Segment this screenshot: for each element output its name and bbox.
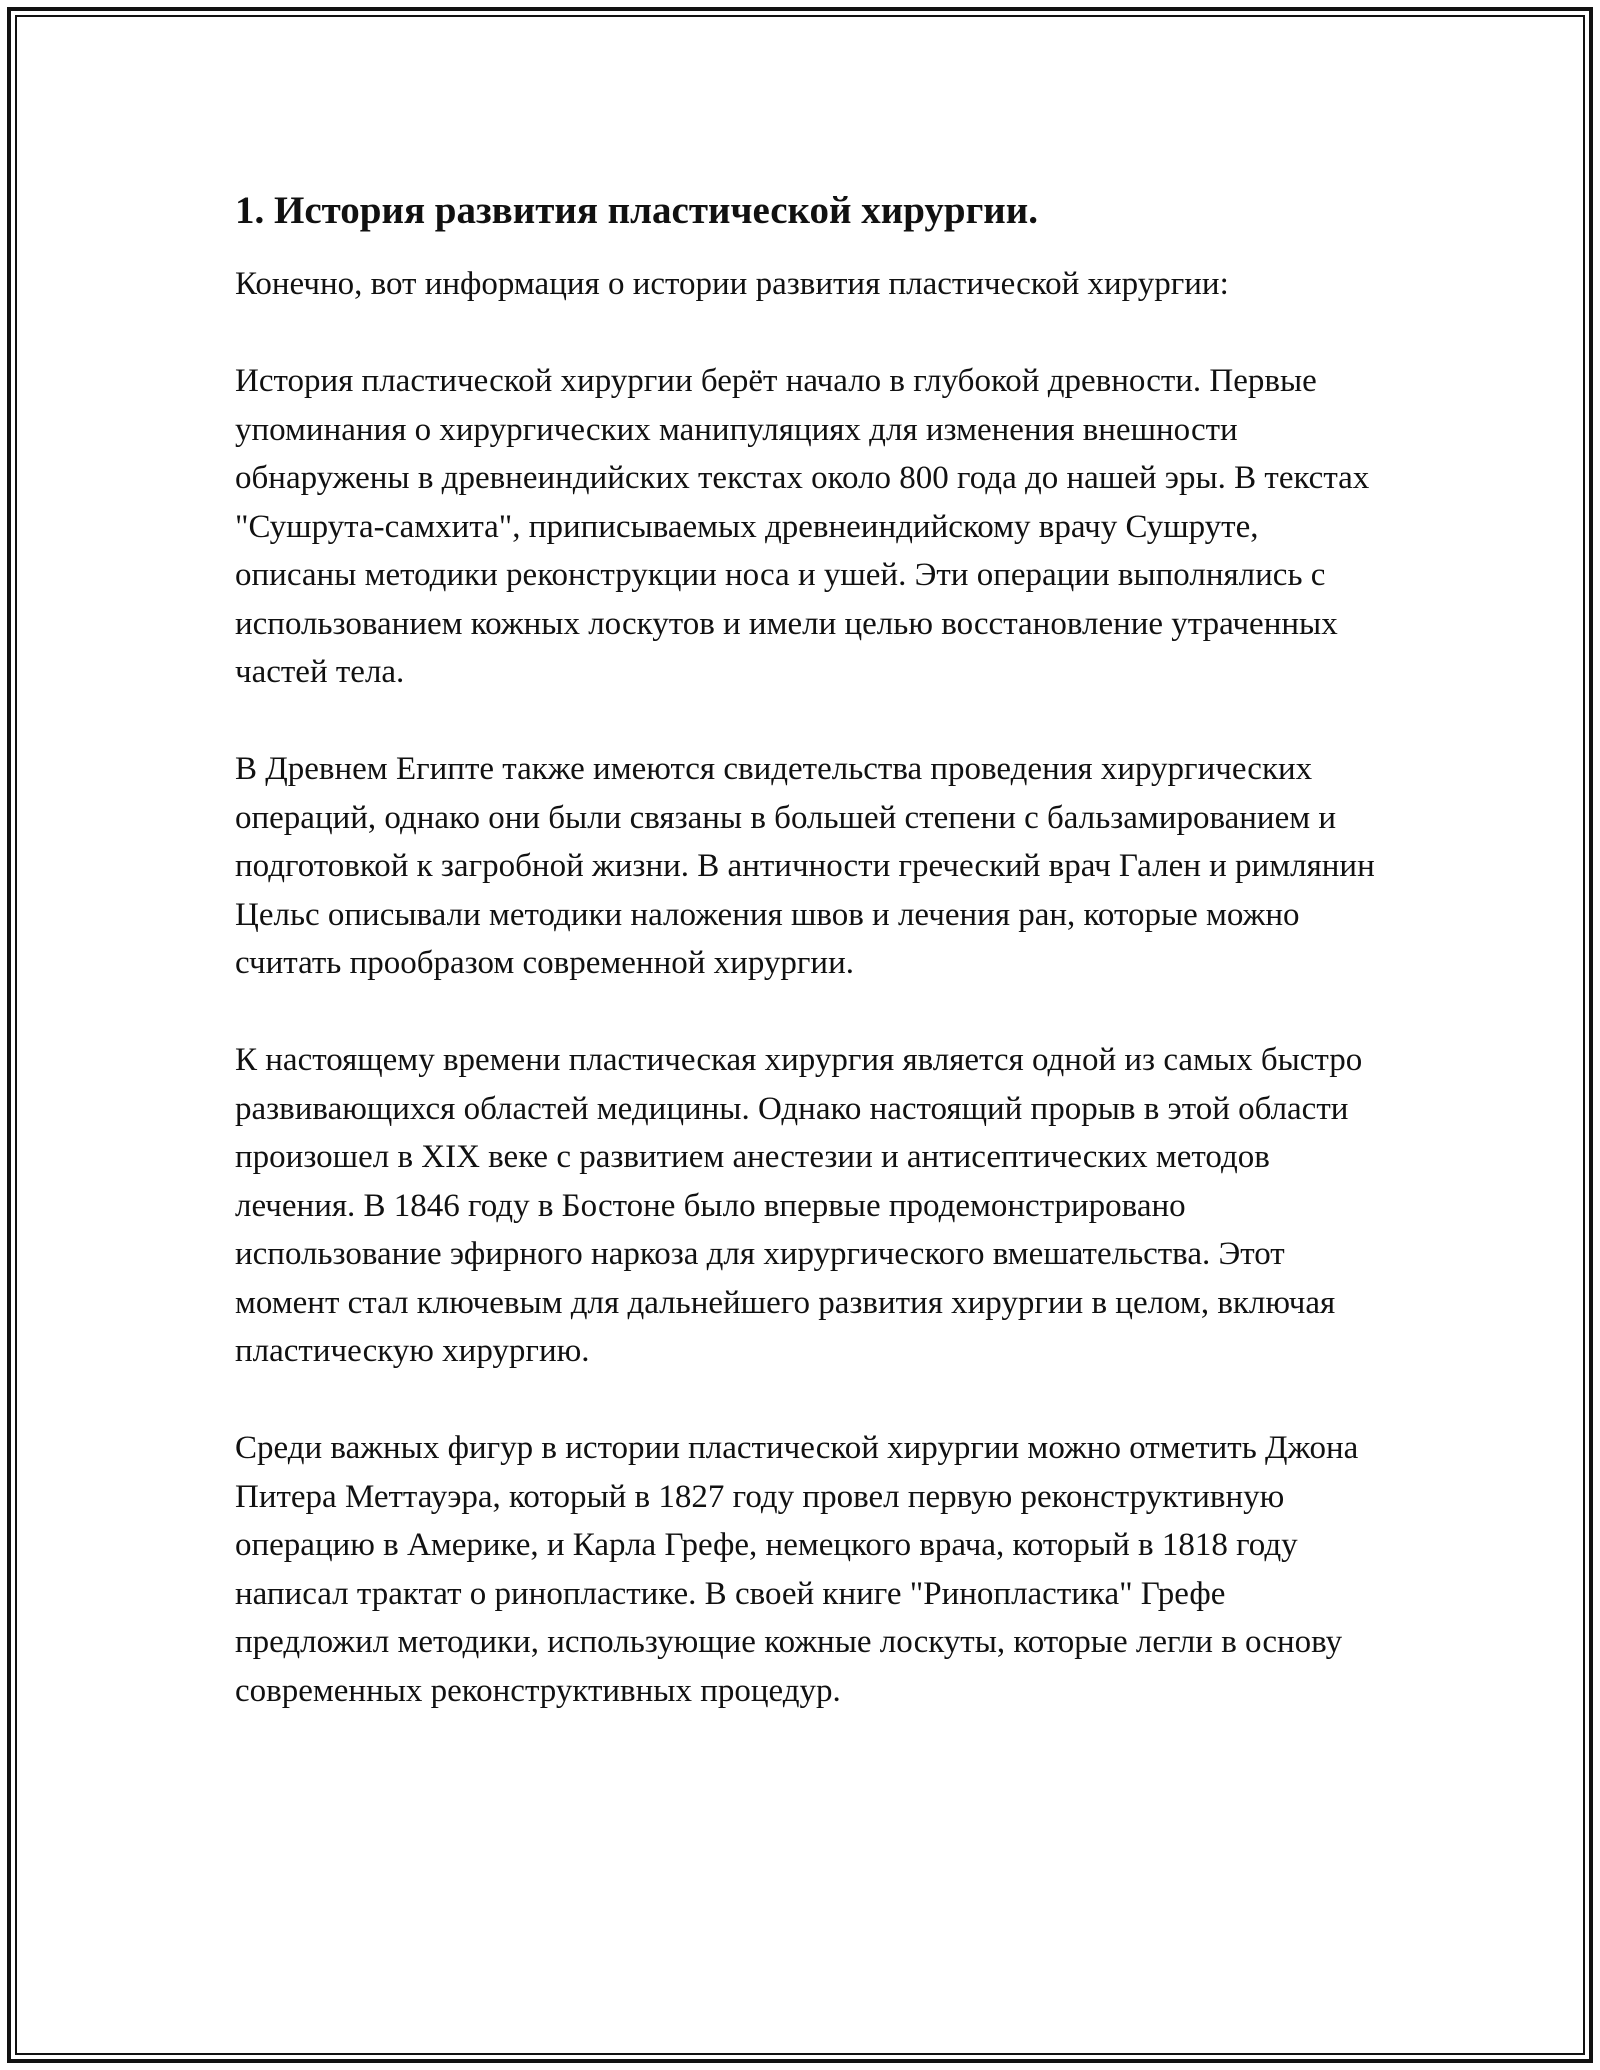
paragraph-nineteenth-century: К настоящему времени пластическая хирургия является одной из самых быстро развивающихся областей медицины. Однако настоящий прорыв в этой области произошел в XIX веке с развитием анестезии и антисептических методов лечения. В 1846 году в Бостоне было впервые продемонстрировано использование эфирного наркоза для хирургического вмешательства. Этот момент стал ключевым для дальнейшего развития хирургии в целом, включая пластическую хирургию.	[235, 1042, 1363, 1369]
paragraph-ancient-india: История пластической хирургии берёт начало в глубокой древности. Первые упоминания о хирургических манипуляциях для изменения внешности обнаружены в древнеиндийских текстах около 800 года до нашей эры. В текстах "Сушрута-самхита", приписываемых древнеиндийскому врачу Сушруте, описаны методики реконструкции носа и ушей. Эти операции выполнялись с использованием кожных лоскутов и имели целью восстановление утраченных частей тела.	[235, 363, 1370, 690]
paragraph-key-figures: Среди важных фигур в истории пластической хирургии можно отметить Джона Питера Меттауэра, который в 1827 году провел первую реконструктивную операцию в Америке, и Карла Грефе, немецкого врача, который в 1818 году написал трактат о ринопластике. В своей книге "Ринопластика" Грефе предложил методики, использующие кожные лоскуты, которые легли в основу современных реконструктивных процедур.	[235, 1430, 1359, 1709]
intro-paragraph: Конечно, вот информация о истории развития пластической хирургии:	[235, 266, 1229, 302]
paragraph-ancient-egypt: В Древнем Египте также имеются свидетельства проведения хирургических операций, однако они были связаны в большей степени с бальзамированием и подготовкой к загробной жизни. В античности греческий врач Гален и римлянин Цельс описывали методики наложения швов и лечения ран, которые можно считать прообразом современной хирургии.	[235, 751, 1375, 981]
document-heading: 1. История развития пластической хирургии.	[235, 189, 1038, 232]
document-body	[235, 186, 1375, 1715]
